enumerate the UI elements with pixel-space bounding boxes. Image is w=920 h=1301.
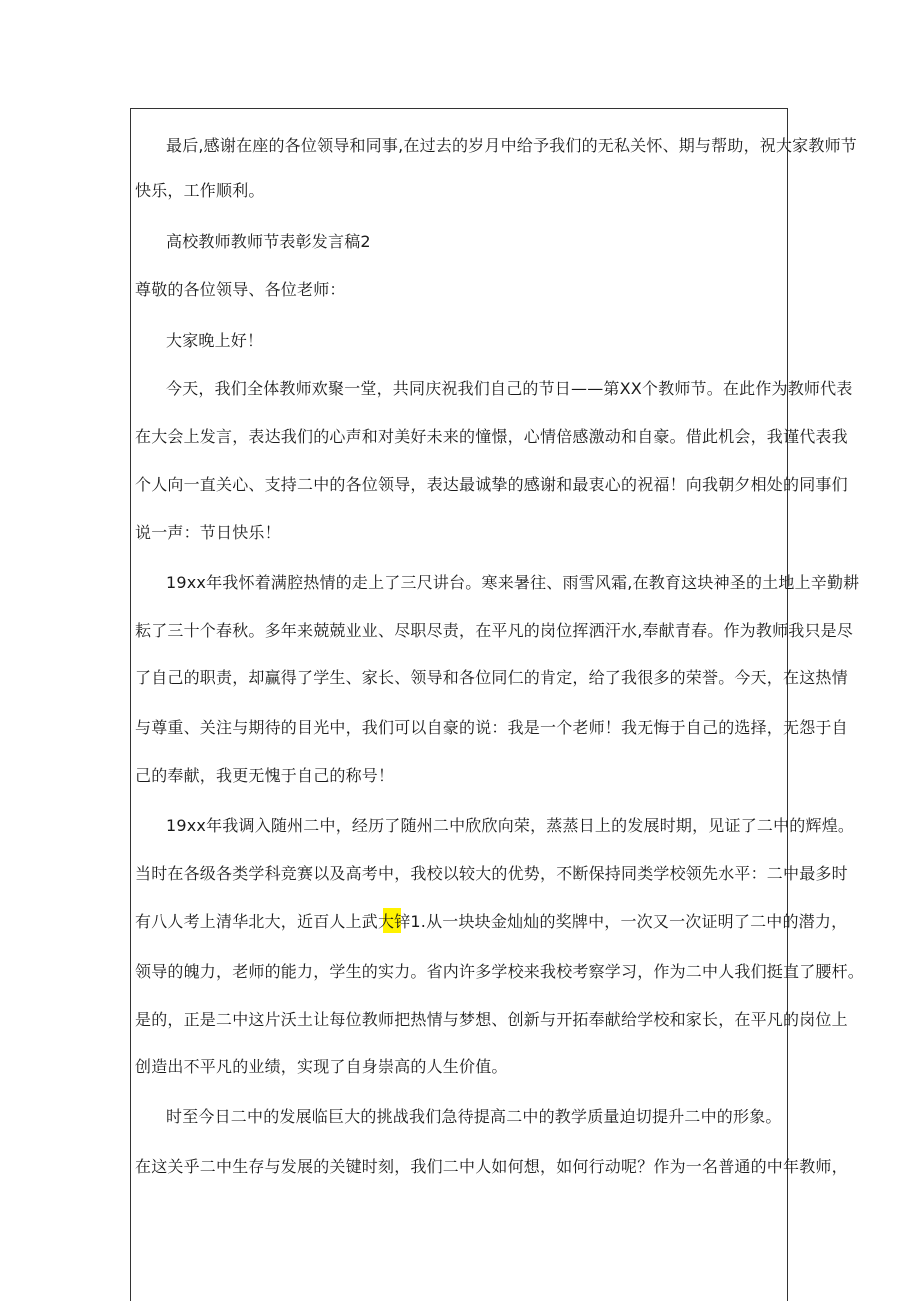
paragraph-3-line-3: 有八人考上清华北大，近百人上武大锌1.从一块块金灿灿的奖牌中，一次又一次证明了二中的潜力， — [135, 912, 848, 931]
paragraph-5: 在这关乎二中生存与发展的关键时刻，我们二中人如何想，如何行动呢？作为一名普通的中年教师， — [135, 1157, 848, 1176]
paragraph-2-line-1: 19xx年我怀着满腔热情的走上了三尺讲台。寒来暑往、雨雪风霜,在教育这块神圣的土地上辛勤耕 — [166, 573, 860, 592]
paragraph-1-line-2: 在大会上发言，表达我们的心声和对美好未来的憧憬，心情倍感激动和自豪。借此机会，我谨代表我 — [135, 427, 848, 446]
paragraph-2-line-5: 己的奉献，我更无愧于自己的称号！ — [135, 766, 395, 785]
paragraph-3-line-6: 创造出不平凡的业绩，实现了自身崇高的人生价值。 — [135, 1057, 508, 1076]
closing-line-2: 快乐，工作顺利。 — [135, 181, 265, 200]
paragraph-2-line-2: 耘了三十个春秋。多年来兢兢业业、尽职尽责，在平凡的岗位挥洒汗水,奉献青春。作为教师我只是尽 — [135, 621, 854, 640]
paragraph-1-line-4: 说一声：节日快乐！ — [135, 523, 281, 542]
paragraph-3-line-4: 领导的魄力，老师的能力，学生的实力。省内许多学校来我校考察学习，作为二中人我们挺直了腰杆。 — [135, 962, 865, 981]
paragraph-3-line-1: 19xx年我调入随州二中，经历了随州二中欣欣向荣，蒸蒸日上的发展时期，见证了二中的辉煌。 — [166, 816, 855, 835]
paragraph-2-line-4: 与尊重、关注与期待的目光中，我们可以自豪的说：我是一个老师！我无悔于自己的选择，无怨于自 — [135, 718, 848, 737]
paragraph-1-line-3: 个人向一直关心、支持二中的各位领导，表达最诚挚的感谢和最衷心的祝福！向我朝夕相处的同事们 — [135, 475, 848, 494]
paragraph-2-line-3: 了自己的职责，却赢得了学生、家长、领导和各位同仁的肯定，给了我很多的荣誉。今天，在这热情 — [135, 668, 848, 687]
paragraph-4: 时至今日二中的发展临巨大的挑战我们急待提高二中的教学质量迫切提升二中的形象。 — [166, 1107, 782, 1126]
closing-line-1: 最后,感谢在座的各位领导和同事,在过去的岁月中给予我们的无私关怀、期与帮助，祝大家教师节 — [166, 136, 857, 155]
section-title: 高校教师教师节表彰发言稿2 — [166, 232, 371, 251]
paragraph-1-line-1: 今天，我们全体教师欢聚一堂，共同庆祝我们自己的节日——第XX个教师节。在此作为教师代表 — [166, 379, 853, 398]
paragraph-3-line-5: 是的，正是二中这片沃土让每位教师把热情与梦想、创新与开拓奉献给学校和家长，在平凡的岗位上 — [135, 1010, 848, 1029]
salutation: 尊敬的各位领导、各位老师： — [135, 280, 346, 299]
greeting: 大家晚上好！ — [166, 331, 264, 350]
paragraph-3-line-2: 当时在各级各类学科竞赛以及高考中，我校以较大的优势，不断保持同类学校领先水平：二中最多时 — [135, 864, 848, 883]
